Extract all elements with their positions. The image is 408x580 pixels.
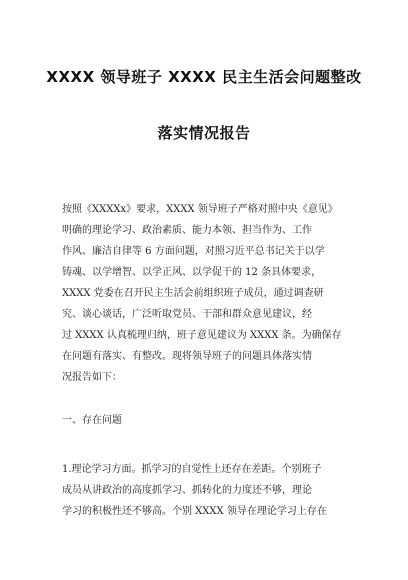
paragraph-line: XXXX 党委在召开民主生活会前组织班子成员，通过调查研 [62, 288, 324, 299]
item-1-paragraph [62, 459, 348, 522]
paragraph-line: 明确的理论学习、政治素质、能力本领、担当作为、工作 [62, 225, 312, 236]
paragraph-line: 作风、廉洁自律等 6 方面问题，对照习近平总书记关于以学 [62, 246, 325, 257]
section-heading: 一、存在问题 [62, 415, 122, 426]
document-title-line-2: 落实情况报告 [157, 124, 251, 142]
paragraph-line: 学习的积极性还不够高。个别 XXXX 领导在理论学习上存在 [62, 506, 327, 517]
paragraph-line: 成员从讲政治的高度抓学习、抓转化的力度还不够，理论 [62, 485, 312, 496]
document-title-line-1: XXXX 领导班子 XXXX 民主生活会问题整改 [46, 68, 362, 86]
paragraph-line: 铸魂、以学增智、以学正风、以学促干的 12 条具体要求， [62, 267, 322, 278]
paragraph-line: 按照《XXXXx》要求，XXXX 领导班子严格对照中央《意见》 [62, 204, 338, 215]
intro-paragraph [62, 199, 348, 388]
paragraph-line: 在问题有落实、有整改。现将领导班子的问题具体落实情 [62, 351, 312, 362]
paragraph-line: 况报告如下： [62, 372, 122, 383]
paragraph-line: 1.理论学习方面。抓学习的自觉性上还存在差距。个别班子 [62, 464, 322, 475]
paragraph-line: 究、谈心谈话，广泛听取党员、干部和群众意见建议，经 [62, 309, 312, 320]
paragraph-line: 过 XXXX 认真梳理归纳，班子意见建议为 XXXX 条。为确保存 [62, 330, 342, 341]
